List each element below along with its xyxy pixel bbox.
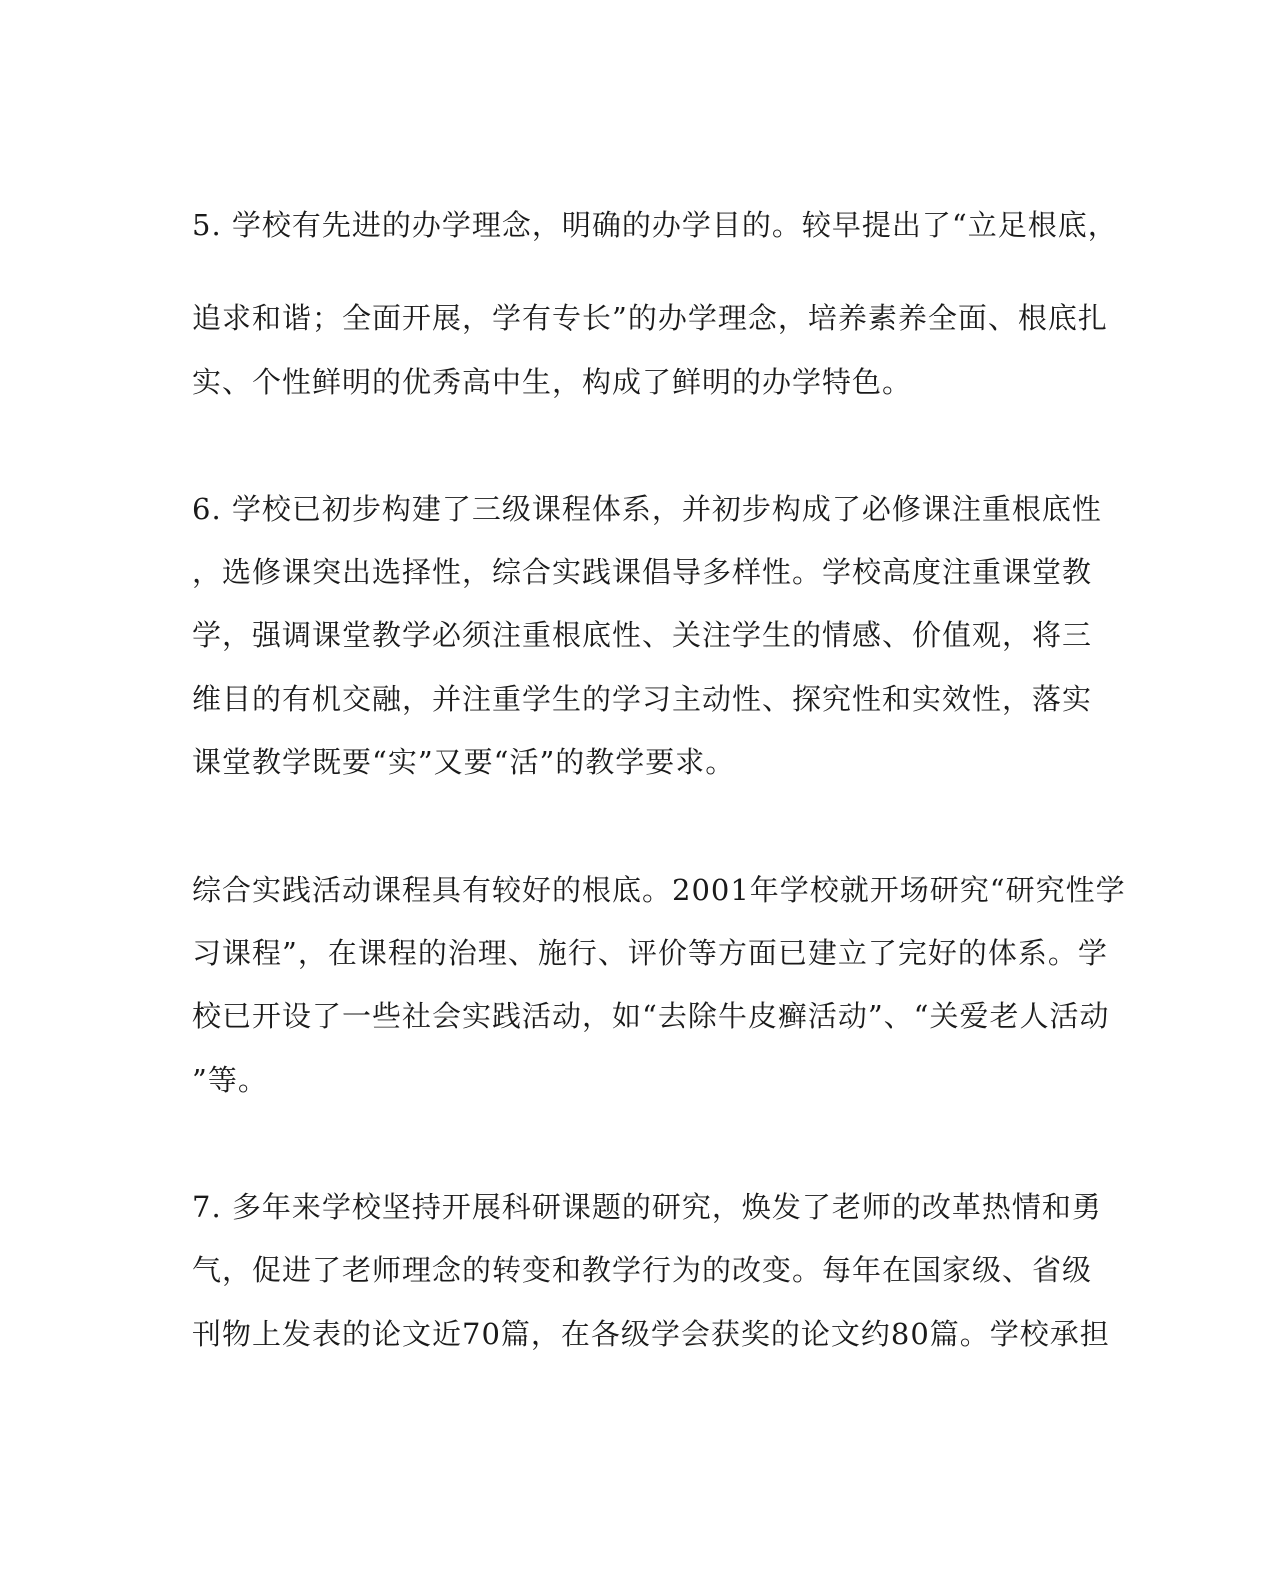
text-line: 追求和谐；全面开展，学有专长”的办学理念，培养素养全面、根底扎 xyxy=(192,301,1108,335)
text-line: 实、个性鲜明的优秀高中生，构成了鲜明的办学特色。 xyxy=(192,365,913,399)
text-line: ”等。 xyxy=(192,1063,268,1097)
text-line: 7. 多年来学校坚持开展科研课题的研究，焕发了老师的改革热情和勇 xyxy=(192,1190,1102,1224)
text-line: 气，促进了老师理念的转变和教学行为的改变。每年在国家级、省级 xyxy=(192,1253,1093,1287)
text-line: 维目的有机交融，并注重学生的学习主动性、探究性和实效性，落实 xyxy=(192,682,1093,716)
text-line: 综合实践活动课程具有较好的根底。2001年学校就开场研究“研究性学 xyxy=(192,873,1126,907)
text-line: 学，强调课堂教学必须注重根底性、关注学生的情感、价值观，将三 xyxy=(192,618,1093,652)
text-line: 校已开设了一些社会实践活动，如“去除牛皮癣活动”、“关爱老人活动 xyxy=(192,999,1110,1033)
text-line: 刊物上发表的论文近70篇，在各级学会获奖的论文约80篇。学校承担 xyxy=(192,1317,1110,1351)
text-line: 课堂教学既要“实”又要“活”的教学要求。 xyxy=(192,745,736,779)
text-line: 6. 学校已初步构建了三级课程体系，并初步构成了必修课注重根底性 xyxy=(192,492,1102,526)
text-line: ，选修课突出选择性，综合实践课倡导多样性。学校高度注重课堂教 xyxy=(192,555,1093,589)
text-line: 习课程”，在课程的治理、施行、评价等方面已建立了完好的体系。学 xyxy=(192,936,1108,970)
text-line: 5. 学校有先进的办学理念，明确的办学目的。较早提出了“立足根底， xyxy=(192,208,1118,242)
